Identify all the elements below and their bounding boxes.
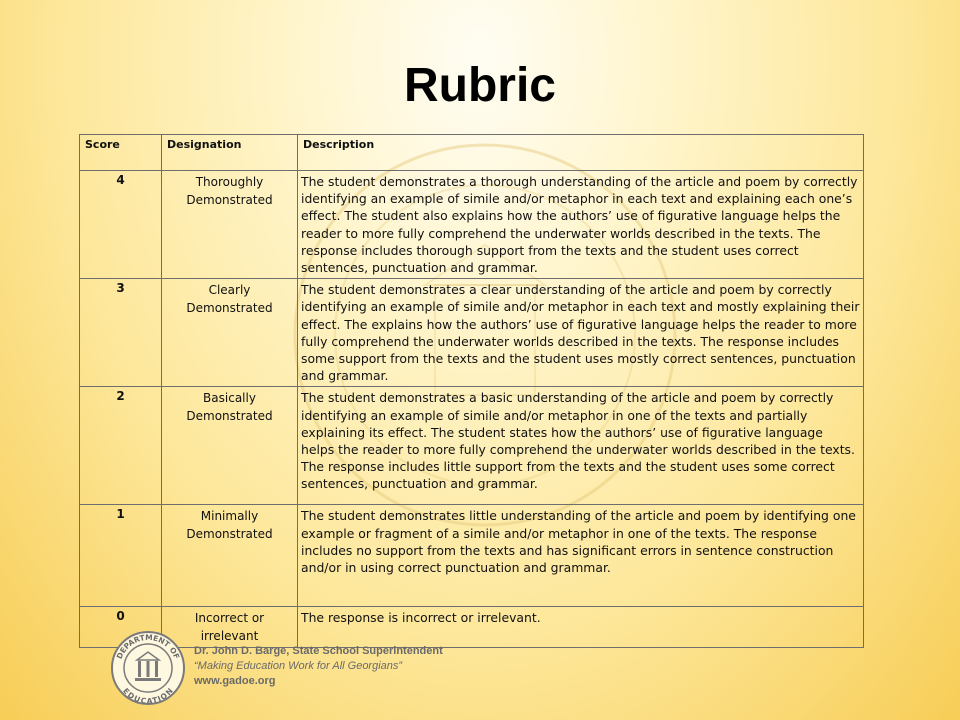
row-description: The student demonstrates a thorough understanding of the article and poem by correctly identifying an example of simile and/or metaphor in each text and explaining each one’s effect. The student also explains how the authors’ use of figurative language helps the reader to more fully comprehend the underwater worlds described in the texts. The response includes thorough support from the texts and the student uses correct sentences, punctuation and grammar.	[298, 171, 864, 279]
table-row	[80, 279, 864, 387]
row-score: 4	[80, 171, 162, 279]
header-score: Score	[80, 135, 162, 171]
row-description: The student demonstrates a basic understanding of the article and poem by correctly identifying an example of simile and/or metaphor in one of the texts and partially explaining its effect. The student states how the authors’ use of figurative language helps the reader to more fully comprehend the underwater worlds described in the texts. The response includes little support from the texts and the student uses some correct sentences, punctuation and grammar.	[298, 387, 864, 505]
row-description: The response is incorrect or irrelevant.	[298, 607, 864, 648]
footer-text	[194, 644, 443, 689]
row-designation: Incorrect or irrelevant	[162, 607, 298, 648]
superintendent-name: Dr. John D. Barge, State School Superintendent	[194, 645, 443, 657]
table-row	[80, 505, 864, 607]
row-designation: Basically Demonstrated	[162, 387, 298, 505]
slogan: “Making Education Work for All Georgians”	[194, 660, 403, 672]
row-designation: Clearly Demonstrated	[162, 279, 298, 387]
page-title: Rubric	[403, 59, 556, 112]
footer	[0, 624, 960, 720]
row-designation: Minimally Demonstrated	[162, 505, 298, 607]
header-description: Description	[298, 135, 864, 171]
table-row	[80, 171, 864, 279]
rubric-table	[79, 134, 864, 648]
georgia-education-seal-icon	[110, 630, 186, 706]
row-score: 0	[80, 607, 162, 648]
website-link[interactable]: www.gadoe.org	[194, 675, 276, 687]
row-designation: Thoroughly Demonstrated	[162, 171, 298, 279]
row-description: The student demonstrates little understanding of the article and poem by identifying one example or fragment of a simile and/or metaphor in one of the texts. The response includes no support from the texts and has significant errors in sentence construction and/or in using correct punctuation and grammar.	[298, 505, 864, 607]
row-score: 1	[80, 505, 162, 607]
seal-top-text: DEPARTMENT OF	[114, 632, 182, 661]
row-score: 2	[80, 387, 162, 505]
table-header-row	[80, 135, 864, 171]
table-row	[80, 387, 864, 505]
header-designation: Designation	[162, 135, 298, 171]
seal-bottom-text: EDUCATION	[121, 686, 175, 706]
row-description: The student demonstrates a clear understanding of the article and poem by correctly identifying an example of simile and/or metaphor in each text and mostly explaining their effect. The explains how the authors’ use of figurative language helps the reader to more fully comprehend the underwater worlds described in the texts. The response includes some support from the texts and the student uses mostly correct sentences, punctuation and grammar.	[298, 279, 864, 387]
row-score: 3	[80, 279, 162, 387]
